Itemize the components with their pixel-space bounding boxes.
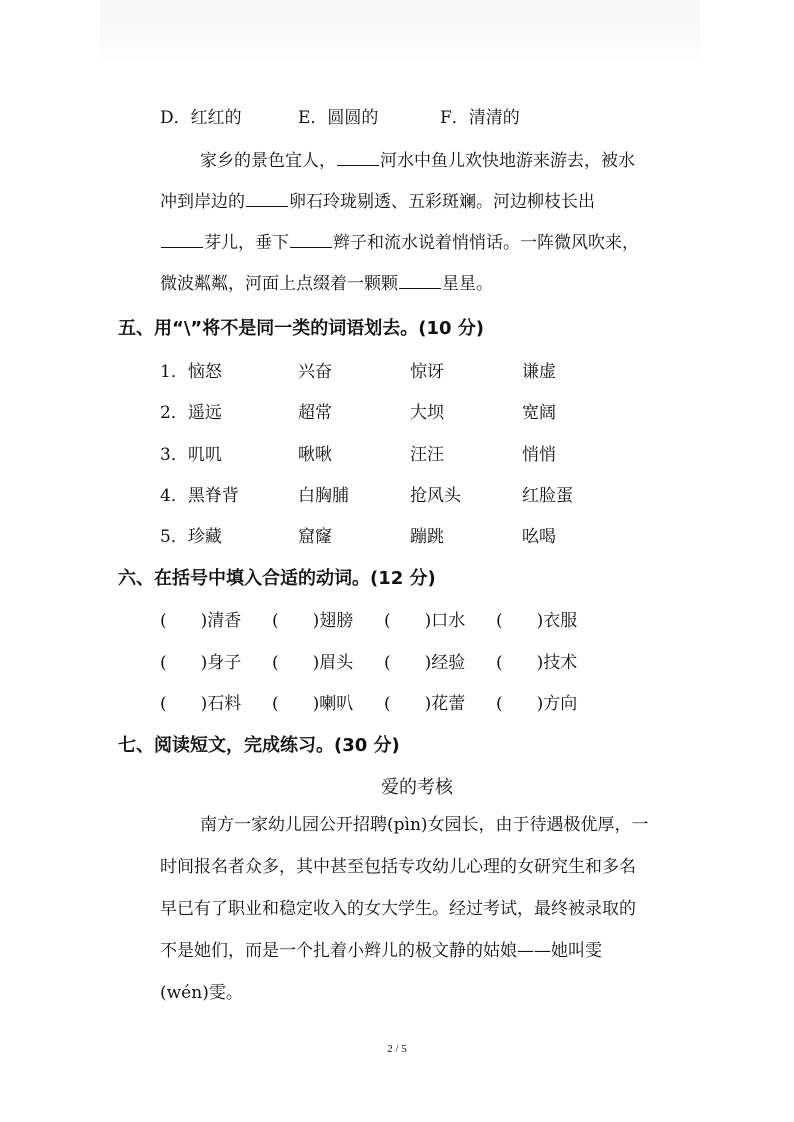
paragraph-text: 微波粼粼，河面上点缀着一颗颗 <box>160 274 398 294</box>
verb-blank-item[interactable]: ( )喇叭 <box>272 694 354 714</box>
word-cell[interactable]: 啾啾 <box>298 445 332 465</box>
verb-blank-item[interactable]: ( )身子 <box>160 653 242 673</box>
word-cell[interactable]: 窟窿 <box>298 527 332 547</box>
verb-blank-item[interactable]: ( )眉头 <box>272 653 354 673</box>
scan-header-band <box>100 0 700 60</box>
verb-blank-item[interactable]: ( )技术 <box>496 653 578 673</box>
paragraph-text: 冲到岸边的 <box>160 192 245 212</box>
passage-title: 爱的考核 <box>381 777 453 798</box>
passage-line: 时间报名者众多，其中甚至包括专攻幼儿心理的女研究生和多名 <box>160 857 636 877</box>
section-5-heading: 五、用“\”将不是同一类的词语划去。(10 分) <box>118 318 485 339</box>
answer-blank[interactable] <box>399 274 441 289</box>
answer-blank[interactable] <box>290 233 332 248</box>
word-cell[interactable]: 蹦跳 <box>410 527 444 547</box>
word-cell[interactable]: 3．叽叽 <box>160 445 222 465</box>
option-e: E．圆圆的 <box>298 108 379 128</box>
word-cell[interactable]: 红脸蛋 <box>522 486 573 506</box>
verb-blank-item[interactable]: ( )方向 <box>496 694 578 714</box>
section-7-heading: 七、阅读短文，完成练习。(30 分) <box>118 735 400 756</box>
word-cell[interactable]: 悄悄 <box>522 445 556 465</box>
page-number: 2 / 5 <box>387 1043 407 1055</box>
word-cell[interactable]: 2．遥远 <box>160 403 222 423</box>
word-cell[interactable]: 兴奋 <box>298 362 332 382</box>
paragraph-text: 家乡的景色宜人， <box>200 151 336 171</box>
word-cell[interactable]: 汪汪 <box>410 445 444 465</box>
word-cell[interactable]: 1．恼怒 <box>160 362 222 382</box>
word-cell[interactable]: 惊讶 <box>410 362 444 382</box>
verb-blank-item[interactable]: ( )口水 <box>384 611 466 631</box>
paragraph-line-3 <box>160 233 639 253</box>
word-cell[interactable]: 超常 <box>298 403 332 423</box>
option-d: D．红红的 <box>160 108 242 128</box>
word-cell[interactable]: 谦虚 <box>522 362 556 382</box>
paragraph-text: 卵石玲珑剔透、五彩斑斓。河边柳枝长出 <box>289 192 595 212</box>
answer-blank[interactable] <box>337 151 379 166</box>
word-cell[interactable]: 抢风头 <box>410 486 461 506</box>
passage-line: (wén)雯。 <box>160 983 243 1003</box>
word-cell[interactable]: 白胸脯 <box>298 486 349 506</box>
paragraph-text: 辫子和流水说着悄悄话。一阵微风吹来， <box>333 233 639 253</box>
passage-line: 南方一家幼儿园公开招聘(pìn)女园长，由于待遇极优厚，一 <box>200 815 649 835</box>
paragraph-text: 星星。 <box>442 274 493 294</box>
option-f: F．清清的 <box>440 108 520 128</box>
answer-blank[interactable] <box>246 192 288 207</box>
paragraph-text: 芽儿，垂下 <box>204 233 289 253</box>
verb-blank-item[interactable]: ( )翅膀 <box>272 611 354 631</box>
verb-blank-item[interactable]: ( )石料 <box>160 694 242 714</box>
paragraph-line-1 <box>200 151 635 171</box>
verb-blank-item[interactable]: ( )经验 <box>384 653 466 673</box>
section-6-heading: 六、在括号中填入合适的动词。(12 分) <box>118 568 436 589</box>
paragraph-text: 河水中鱼儿欢快地游来游去，被水 <box>380 151 635 171</box>
passage-line: 早已有了职业和稳定收入的女大学生。经过考试，最终被录取的 <box>160 899 636 919</box>
word-cell[interactable]: 宽阔 <box>522 403 556 423</box>
verb-blank-item[interactable]: ( )花蕾 <box>384 694 466 714</box>
word-cell[interactable]: 4．黑脊背 <box>160 486 239 506</box>
word-cell[interactable]: 吆喝 <box>522 527 556 547</box>
word-cell[interactable]: 5．珍藏 <box>160 527 222 547</box>
paragraph-line-4 <box>160 274 493 294</box>
answer-blank[interactable] <box>161 233 203 248</box>
verb-blank-item[interactable]: ( )清香 <box>160 611 242 631</box>
paragraph-line-2 <box>160 192 595 212</box>
verb-blank-item[interactable]: ( )衣服 <box>496 611 578 631</box>
word-cell[interactable]: 大坝 <box>410 403 444 423</box>
passage-line: 不是她们，而是一个扎着小辫儿的极文静的姑娘——她叫雯 <box>160 941 602 961</box>
